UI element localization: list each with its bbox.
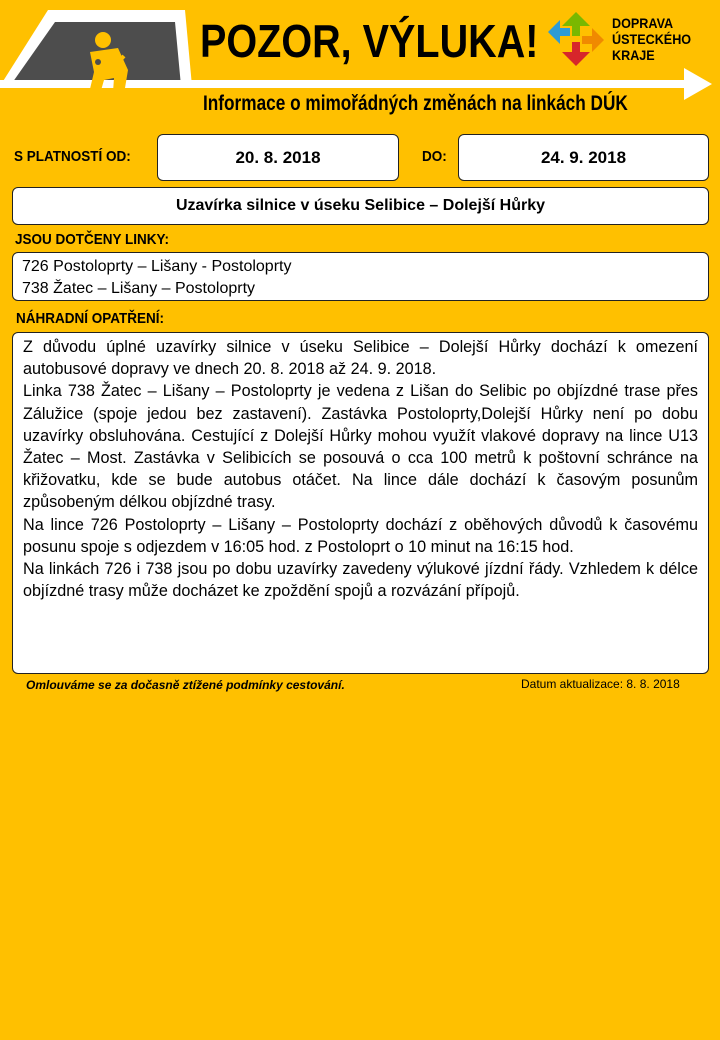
closure-title: Uzavírka silnice v úseku Selibice – Dolejší Hůrky (12, 187, 709, 225)
duk-logo-icon (548, 12, 604, 66)
affected-lines-label: JSOU DOTČENY LINKY: (15, 231, 170, 248)
measures-paragraph: Na linkách 726 i 738 jsou po dobu uzavírky zavedeny výlukové jízdní řády. Vzhledem k délce objízdné trasy může docházet ke zpoždění spojů a rozvázání přípojů. (23, 560, 698, 601)
valid-to-value: 24. 9. 2018 (458, 134, 709, 181)
affected-line-item: 726 Postoloprty – Lišany - Postoloprty (22, 258, 292, 275)
page-subtitle: Informace o mimořádných změnách na linkách DÚK (203, 92, 628, 115)
measures-paragraph: Na lince 726 Postoloprty – Lišany – Postoloprty dochází z oběhových důvodů k časovému posunu spoje s odjezdem v 16:05 hod. z Postoloprt o 10 minut na 16:15 hod. (23, 515, 698, 556)
logo-line: ÚSTECKÉHO (612, 31, 692, 47)
page-title: POZOR, VÝLUKA! (200, 15, 539, 67)
measures-label: NÁHRADNÍ OPATŘENÍ: (16, 310, 164, 327)
measures-paragraph: Linka 738 Žatec – Lišany – Postoloprty je vedena z Lišan do Selibic po objízdné trase přes Zálužice (spoje jedou bez zastavení). Zastávka Postoloprty,Dolejší Hůrky není po dobu uzavírky obsluhována. Cestující z Dolejší Hůrky mohou využít vlakové dopravy na lince U13 Žatec – Most. Zastávka v Selibicích se posouvá o cca 100 metrů k poštovní schránce na křižovatku, kde se bude autobus otáčet. Na lince dále dochází k časovým posunům způsobeným délkou objízdné trasy. (23, 382, 698, 512)
logo-line: DOPRAVA (612, 15, 674, 31)
valid-from-value: 20. 8. 2018 (157, 134, 399, 181)
measures-paragraph: Z důvodu úplné uzavírky silnice v úseku Selibice – Dolejší Hůrky dochází k omezení autobusové dopravy ve dnech 20. 8. 2018 až 24. 9. 2018. (23, 338, 698, 379)
apology-note: Omlouváme se za dočasně ztížené podmínky cestování. (26, 678, 345, 692)
logo-line: KRAJE (612, 47, 655, 63)
logo-text (612, 15, 691, 63)
valid-to-label: DO: (422, 148, 447, 165)
affected-lines-box (12, 252, 709, 301)
valid-from-label: S PLATNOSTÍ OD: (14, 148, 131, 165)
measures-box (12, 332, 709, 674)
update-date: Datum aktualizace: 8. 8. 2018 (521, 677, 680, 691)
affected-line-item: 738 Žatec – Lišany – Postoloprty (22, 280, 256, 297)
